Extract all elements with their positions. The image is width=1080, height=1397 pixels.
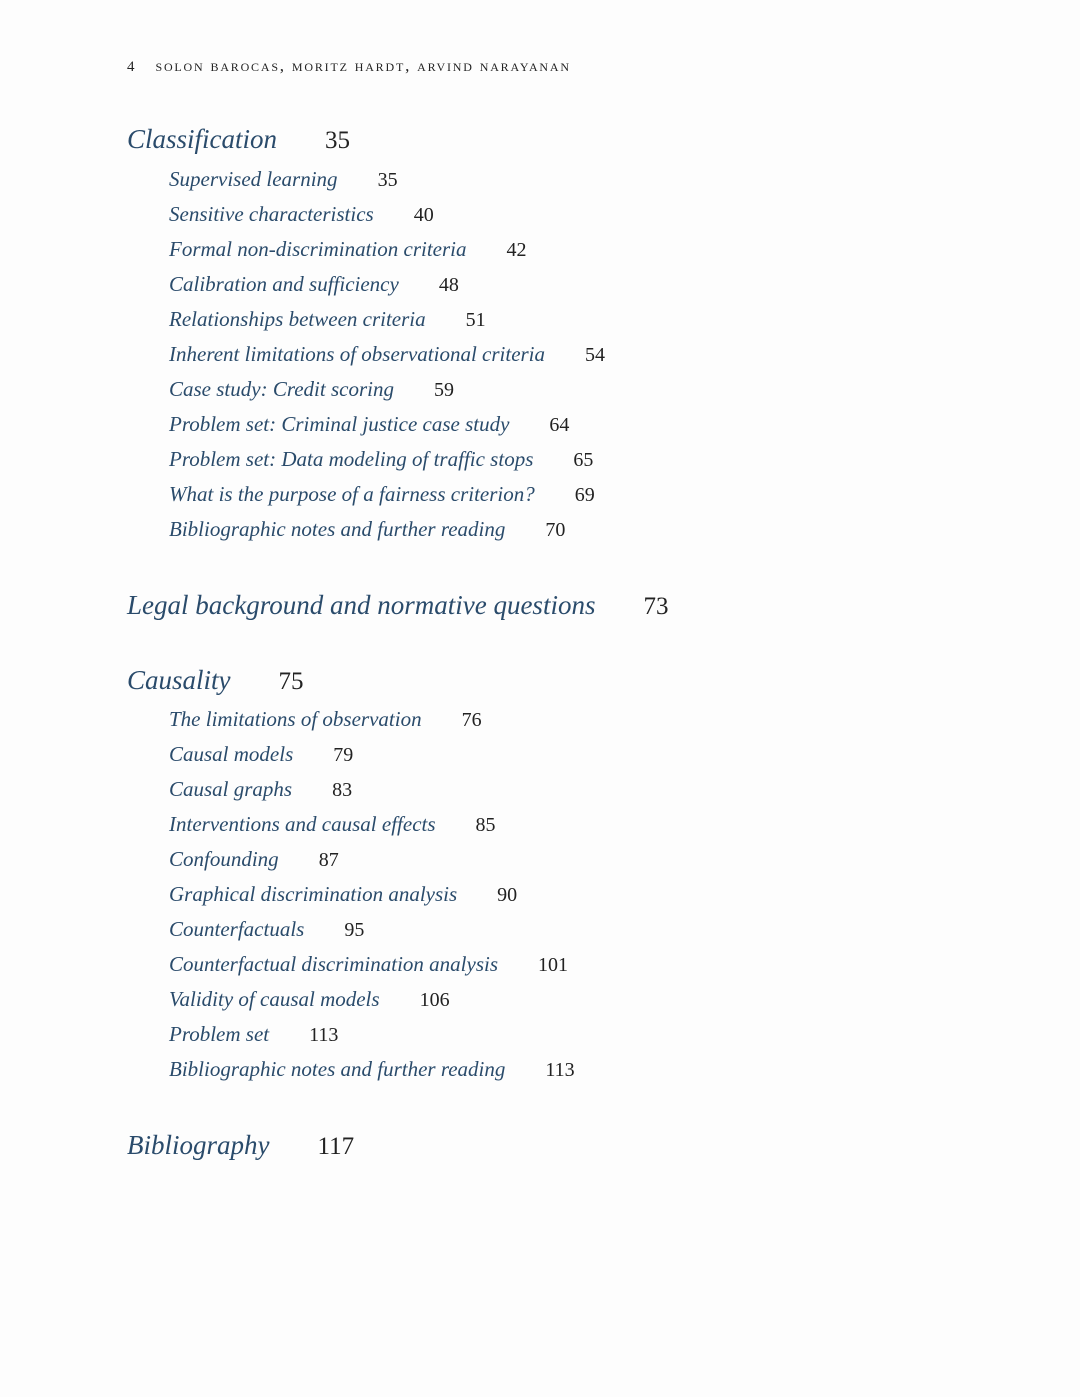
toc-section[interactable] — [169, 412, 569, 437]
section-page: 69 — [574, 484, 595, 506]
toc-section[interactable] — [169, 812, 496, 837]
toc-section[interactable] — [169, 237, 527, 262]
toc-section[interactable] — [169, 377, 454, 402]
chapter-title: Classification — [127, 124, 278, 154]
section-title: What is the purpose of a fairness criterion? — [169, 482, 535, 506]
toc-section[interactable] — [169, 342, 605, 367]
toc-section[interactable] — [169, 447, 593, 472]
section-page: 101 — [538, 954, 568, 976]
toc-section[interactable] — [169, 987, 450, 1012]
toc-section[interactable] — [169, 272, 459, 297]
chapter-title: Causality — [127, 665, 231, 695]
section-title: Counterfactual discrimination analysis — [169, 952, 498, 976]
section-title: Graphical discrimination analysis — [169, 882, 458, 906]
toc-section[interactable] — [169, 167, 398, 192]
section-title: Causal models — [169, 742, 294, 766]
section-page: 40 — [413, 204, 434, 226]
toc-chapter-causality[interactable] — [127, 665, 304, 696]
running-head-authors: solon barocas, moritz hardt, arvind narayanan — [155, 56, 571, 75]
section-page: 64 — [549, 414, 570, 436]
chapter-title: Bibliography — [127, 1130, 270, 1160]
section-page: 113 — [545, 1059, 575, 1081]
chapter-title: Legal background and normative questions — [127, 590, 596, 620]
section-title: Case study: Credit scoring — [169, 377, 394, 401]
section-title: Formal non-discrimination criteria — [169, 237, 467, 261]
section-title: Problem set — [169, 1022, 270, 1046]
toc-chapter-bibliography[interactable] — [127, 1130, 354, 1161]
section-page: 51 — [465, 309, 486, 331]
section-title: Validity of causal models — [169, 987, 380, 1011]
section-page: 113 — [309, 1024, 339, 1046]
section-page: 83 — [332, 779, 353, 801]
toc-section[interactable] — [169, 482, 595, 507]
section-page: 95 — [344, 919, 365, 941]
chapter-page: 117 — [317, 1133, 355, 1160]
section-title: Causal graphs — [169, 777, 293, 801]
section-page: 85 — [475, 814, 496, 836]
toc-section[interactable] — [169, 707, 482, 732]
section-page: 35 — [377, 169, 398, 191]
section-page: 90 — [497, 884, 518, 906]
toc-section[interactable] — [169, 777, 352, 802]
toc-section[interactable] — [169, 952, 568, 977]
section-title: Calibration and sufficiency — [169, 272, 399, 296]
section-title: Interventions and causal effects — [169, 812, 436, 836]
toc-chapter-classification[interactable] — [127, 124, 350, 155]
page-number: 4 — [127, 59, 137, 75]
section-title: Problem set: Data modeling of traffic stops — [169, 447, 534, 471]
section-title: Relationships between criteria — [169, 307, 426, 331]
section-title: Problem set: Criminal justice case study — [169, 412, 510, 436]
chapter-page: 35 — [325, 127, 351, 154]
running-head — [127, 56, 571, 76]
section-page: 70 — [545, 519, 566, 541]
toc-chapter-legal-background[interactable] — [127, 590, 668, 621]
section-page: 106 — [419, 989, 450, 1011]
section-page: 65 — [573, 449, 594, 471]
section-page: 48 — [438, 274, 459, 296]
section-page: 79 — [333, 744, 354, 766]
toc-section[interactable] — [169, 917, 364, 942]
toc-section[interactable] — [169, 742, 353, 767]
section-title: Inherent limitations of observational criteria — [169, 342, 546, 366]
toc-section[interactable] — [169, 307, 486, 332]
section-title: The limitations of observation — [169, 707, 422, 731]
toc-section[interactable] — [169, 1057, 575, 1082]
section-page: 87 — [318, 849, 339, 871]
section-title: Bibliographic notes and further reading — [169, 517, 506, 541]
section-title: Confounding — [169, 847, 279, 871]
toc-section[interactable] — [169, 202, 434, 227]
chapter-page: 73 — [643, 593, 669, 620]
section-page: 54 — [585, 344, 606, 366]
section-title: Sensitive characteristics — [169, 202, 374, 226]
toc-section[interactable] — [169, 517, 565, 542]
toc-section[interactable] — [169, 882, 517, 907]
section-page: 59 — [433, 379, 454, 401]
section-title: Counterfactuals — [169, 917, 305, 941]
section-title: Bibliographic notes and further reading — [169, 1057, 506, 1081]
section-page: 42 — [506, 239, 527, 261]
section-page: 76 — [461, 709, 482, 731]
toc-section[interactable] — [169, 847, 339, 872]
toc-section[interactable] — [169, 1022, 338, 1047]
section-title: Supervised learning — [169, 167, 338, 191]
chapter-page: 75 — [278, 668, 304, 695]
